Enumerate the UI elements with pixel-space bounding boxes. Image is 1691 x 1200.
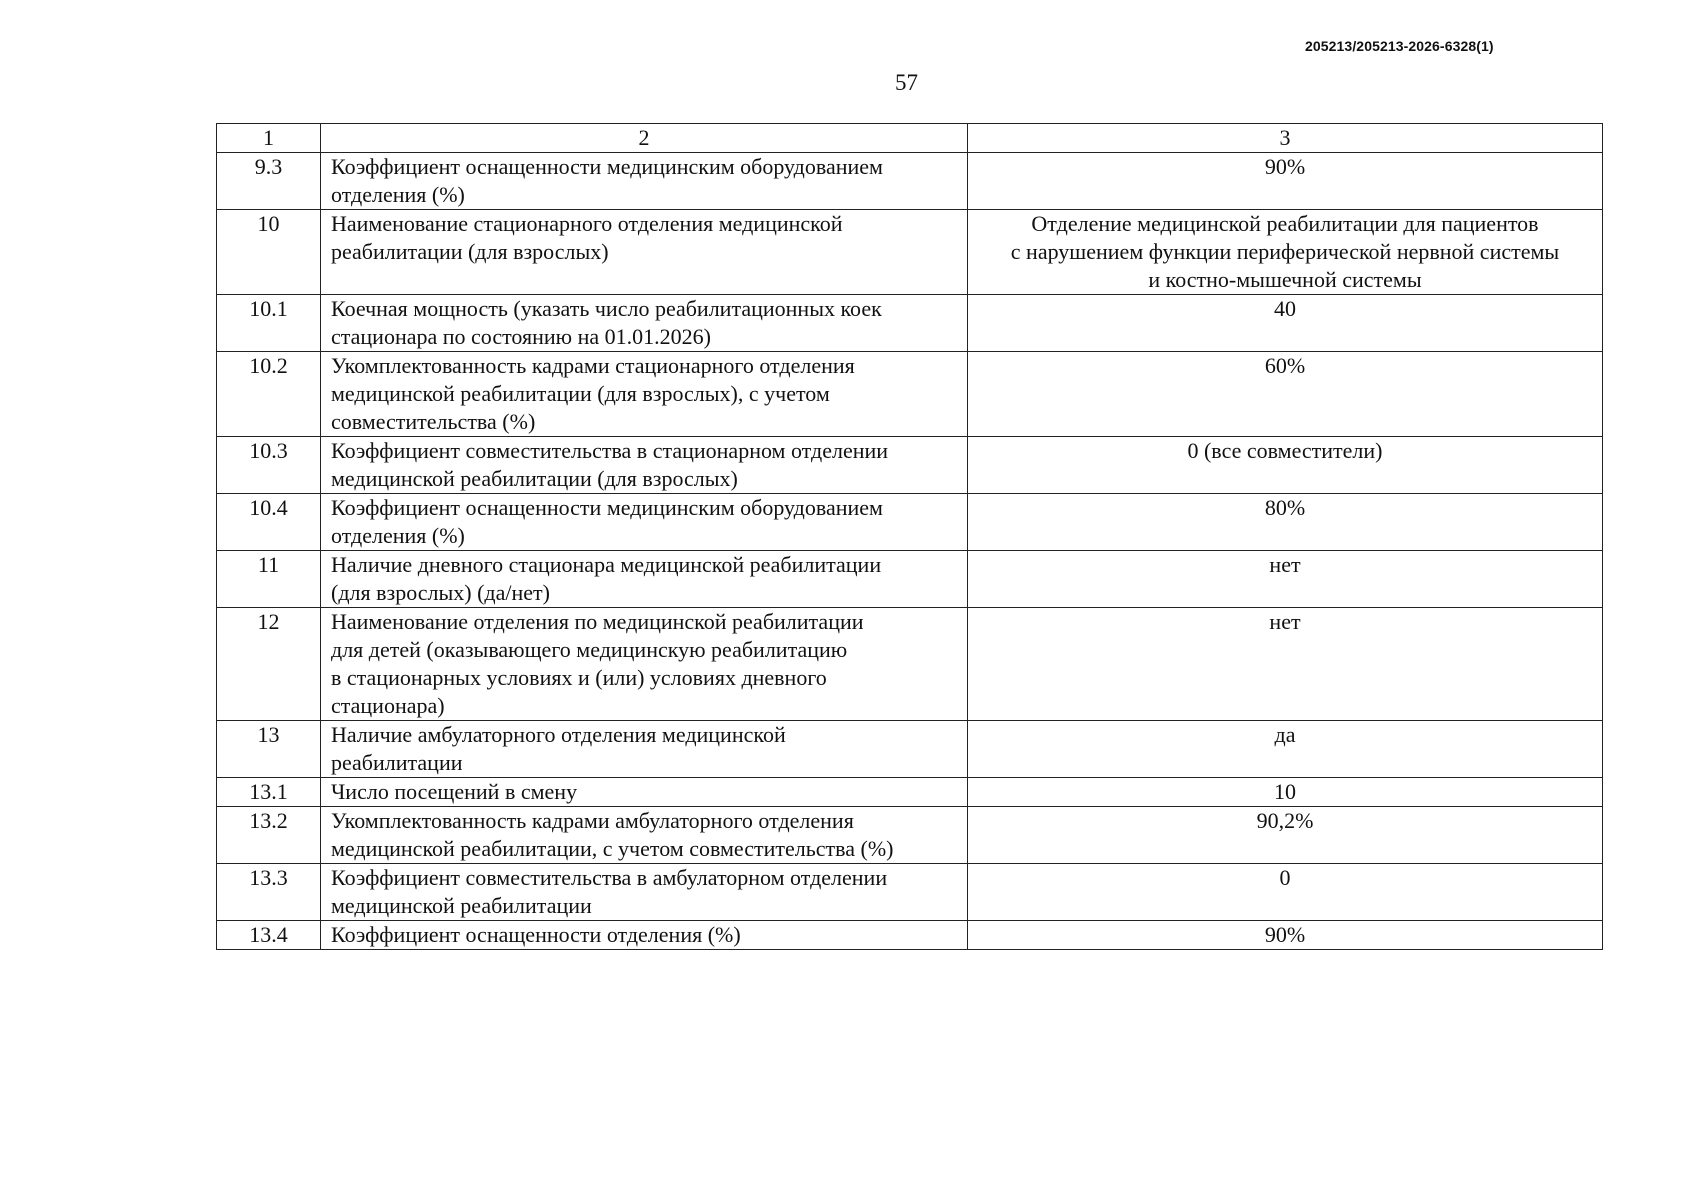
document-id: 205213/205213-2026-6328(1): [1305, 38, 1494, 54]
row-value: 90,2%: [968, 807, 1603, 864]
table-row: [217, 608, 1603, 721]
row-value: 10: [968, 778, 1603, 807]
row-value: 60%: [968, 352, 1603, 437]
table-header-row: [217, 124, 1603, 153]
row-value: Отделение медицинской реабилитации для пациентов с нарушением функции периферической нервной системы и костно-мышечной системы: [968, 210, 1603, 295]
row-number: 13.1: [217, 778, 321, 807]
row-value: 0: [968, 864, 1603, 921]
row-value: 0 (все совместители): [968, 437, 1603, 494]
row-number: 13.4: [217, 921, 321, 950]
row-description: Коэффициент оснащенности медицинским оборудованием отделения (%): [321, 494, 968, 551]
column-header: 1: [217, 124, 321, 153]
table-row: [217, 494, 1603, 551]
table-row: [217, 864, 1603, 921]
row-description: Наименование отделения по медицинской реабилитации для детей (оказывающего медицинскую реабилитацию в стационарных условиях и (или) условиях дневного стационара): [321, 608, 968, 721]
data-table: [216, 123, 1603, 950]
row-number: 9.3: [217, 153, 321, 210]
row-value: 80%: [968, 494, 1603, 551]
row-number: 13: [217, 721, 321, 778]
row-description: Коэффициент оснащенности отделения (%): [321, 921, 968, 950]
row-description: Коэффициент совместительства в стационарном отделении медицинской реабилитации (для взрослых): [321, 437, 968, 494]
row-description: Укомплектованность кадрами амбулаторного отделения медицинской реабилитации, с учетом совместительства (%): [321, 807, 968, 864]
row-description: Наличие дневного стационара медицинской реабилитации (для взрослых) (да/нет): [321, 551, 968, 608]
table-row: [217, 352, 1603, 437]
row-value: 90%: [968, 921, 1603, 950]
column-header: 3: [968, 124, 1603, 153]
table-row: [217, 153, 1603, 210]
row-number: 13.2: [217, 807, 321, 864]
page-number: 57: [895, 70, 918, 95]
table-row: [217, 807, 1603, 864]
table-row: [217, 210, 1603, 295]
row-description: Коэффициент оснащенности медицинским оборудованием отделения (%): [321, 153, 968, 210]
row-number: 11: [217, 551, 321, 608]
row-description: Число посещений в смену: [321, 778, 968, 807]
row-number: 10.2: [217, 352, 321, 437]
row-number: 10.1: [217, 295, 321, 352]
row-number: 13.3: [217, 864, 321, 921]
table-row: [217, 778, 1603, 807]
table-row: [217, 551, 1603, 608]
row-description: Коэффициент совместительства в амбулаторном отделении медицинской реабилитации: [321, 864, 968, 921]
row-value: 90%: [968, 153, 1603, 210]
row-value: 40: [968, 295, 1603, 352]
row-number: 10.4: [217, 494, 321, 551]
table-row: [217, 921, 1603, 950]
table-row: [217, 295, 1603, 352]
row-number: 12: [217, 608, 321, 721]
row-number: 10: [217, 210, 321, 295]
table-row: [217, 437, 1603, 494]
row-description: Наличие амбулаторного отделения медицинской реабилитации: [321, 721, 968, 778]
row-value: да: [968, 721, 1603, 778]
row-number: 10.3: [217, 437, 321, 494]
table-row: [217, 721, 1603, 778]
row-value: нет: [968, 608, 1603, 721]
row-value: нет: [968, 551, 1603, 608]
row-description: Укомплектованность кадрами стационарного отделения медицинской реабилитации (для взрослых), с учетом совместительства (%): [321, 352, 968, 437]
row-description: Наименование стационарного отделения медицинской реабилитации (для взрослых): [321, 210, 968, 295]
row-description: Коечная мощность (указать число реабилитационных коек стационара по состоянию на 01.01.2026): [321, 295, 968, 352]
column-header: 2: [321, 124, 968, 153]
